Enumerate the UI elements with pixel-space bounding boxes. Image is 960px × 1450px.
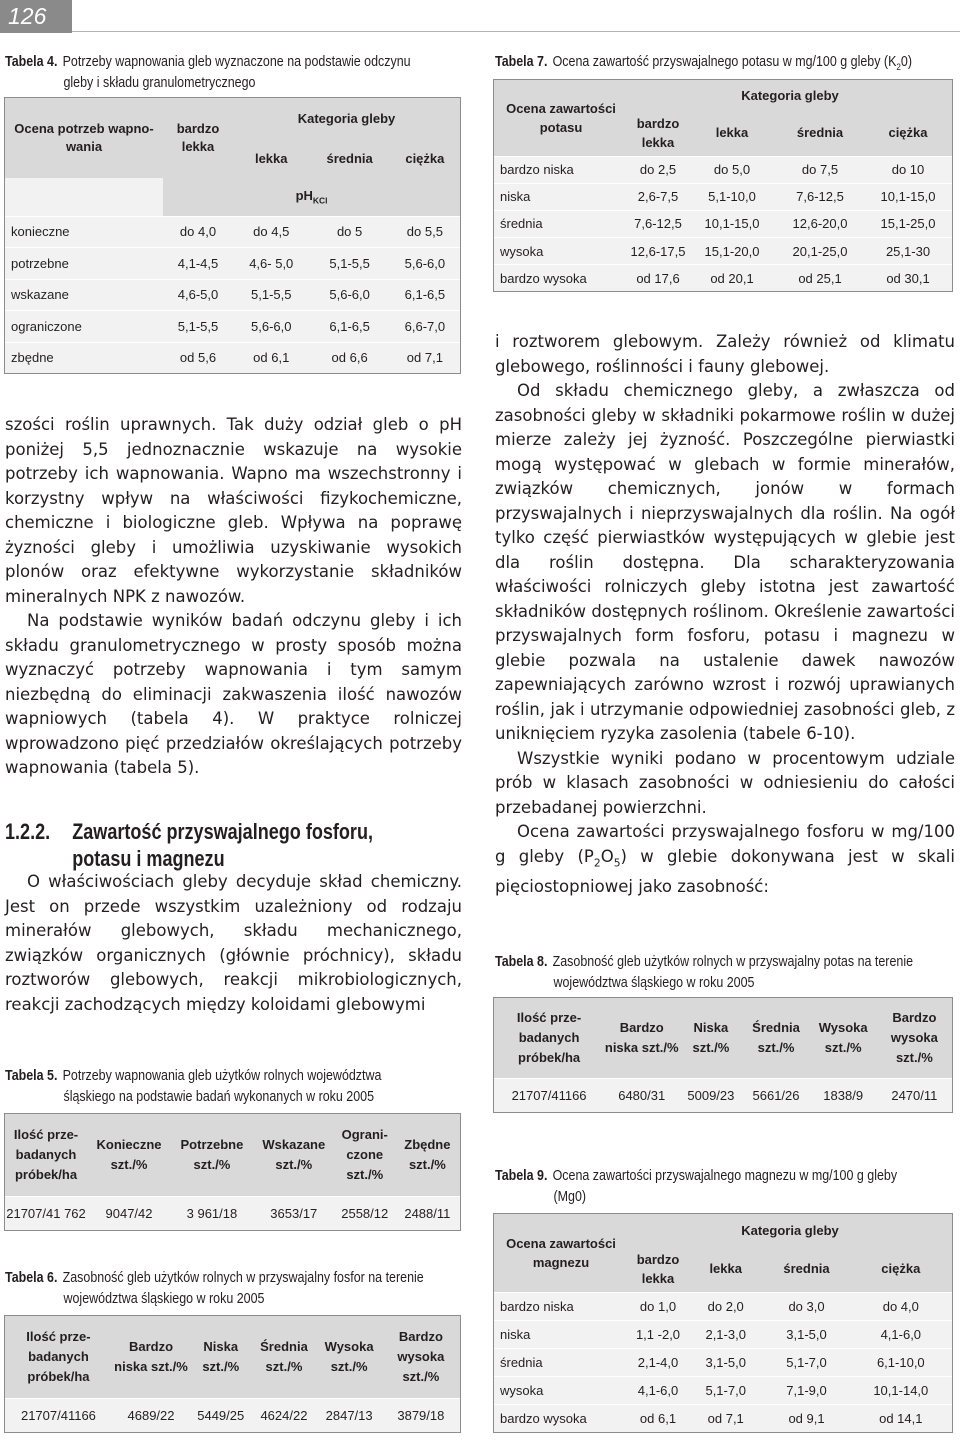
table4-col-srednia: średnia: [310, 138, 390, 178]
table7-col-lekka: lekka: [688, 110, 776, 156]
table7-col-srednia: średnia: [776, 110, 864, 156]
table4-category-header: Kategoria gleby: [233, 98, 460, 138]
table-row: wysoka 4,1-6,0 5,1-7,0 7,1-9,0 10,1-14,0: [494, 1377, 952, 1405]
table7: [493, 79, 953, 292]
table9-category-header: Kategoria gleby: [628, 1214, 952, 1246]
table8: [493, 997, 953, 1113]
table7-col-bardzo-lekka: bardzo lekka: [628, 110, 688, 156]
table5-col-wskazane: Wskazane szt./%: [253, 1114, 335, 1196]
table7-col-ciezka: ciężka: [864, 110, 952, 156]
table4-label: Tabela 4.: [5, 54, 58, 70]
table5-col-count: Ilość prze-badanych próbek/ha: [5, 1114, 87, 1196]
paragraph: szości roślin uprawnych. Tak duży odział gleb o pH poniżej 5,5 jednoznacznie wskazuje na wysokie potrzeby ich wapnowania. Wapno ma wszechstronny i korzystny wpływ na właściwości fizykochemiczne, chemiczne i biologiczne gleb. Wpływa na poprawę żyzności gleby i umożliwia uzyskiwanie wysokich plonów oraz efektywne wykorzystanie składników mineralnych NPK z nawozów.: [5, 415, 462, 606]
table8-title-line1: Zasobność gleb użytków rolnych w przyswajalny potas na terenie: [552, 954, 914, 970]
table8-title-line2: województwa śląskiego w roku 2005: [553, 975, 755, 991]
table-row: zbędne od 5,6 od 6,1 od 6,6 od 7,1: [5, 342, 460, 373]
table6-col-niska: Niska szt./%: [190, 1316, 251, 1398]
table7-category-header: Kategoria gleby: [628, 80, 952, 110]
section-heading: [5, 818, 373, 872]
table6-label: Tabela 6.: [5, 1270, 58, 1286]
table-row: wskazane 4,6-5,0 5,1-5,5 5,6-6,0 6,1-6,5: [5, 279, 460, 311]
table-row: bardzo wysoka od 6,1 od 7,1 od 9,1 od 14,1: [494, 1405, 952, 1432]
table5-title-line2: śląskiego na podstawie badań wykonanych w roku 2005: [63, 1089, 375, 1105]
table5-title-line1: Potrzeby wapnowania gleb użytków rolnych województwa: [62, 1068, 382, 1084]
table-row: bardzo niska do 1,0 do 2,0 do 3,0 do 4,0: [494, 1292, 952, 1320]
table9-col-srednia: średnia: [763, 1246, 849, 1292]
table-row: niska 1,1 -2,0 2,1-3,0 3,1-5,0 4,1-6,0: [494, 1320, 952, 1348]
table4: [4, 97, 461, 374]
table8-col-niska: Niska szt./%: [679, 998, 742, 1078]
table-row: ograniczone 5,1-5,5 5,6-6,0 6,1-6,5 6,6-7,0: [5, 311, 460, 343]
table4-col-bardzo-lekka: bardzo lekka: [163, 98, 233, 178]
table4-col-ciezka: ciężka: [390, 138, 460, 178]
table6-title-line1: Zasobność gleb użytków rolnych w przyswajalny fosfor na terenie: [62, 1270, 424, 1286]
table4-title-line1: Potrzeby wapnowania gleb wyznaczone na podstawie odczynu: [62, 54, 411, 70]
table7-title: Ocena zawartość przyswajalnego potasu w mg/100 g gleby $(K_20)$: [552, 54, 913, 72]
table-row: 21707/41166 6480/31 5009/23 5661/26 1838/9 2470/11: [494, 1078, 952, 1112]
table-row: niska 2,6-7,5 5,1-10,0 7,6-12,5 10,1-15,0: [494, 183, 952, 210]
paragraph: Wszystkie wyniki podano w procentowym udziale prób w klasach zasobności w odniesieniu do całości przebadanej powierzchni.: [495, 748, 955, 817]
table6-col-bardzo-wysoka: Bardzo wysoka szt./%: [382, 1316, 460, 1398]
paragraph: O właściwościach gleby decyduje skład chemiczny. Jest on przede wszystkim uzależniony od rodzaju minerałów glebowych, składu mechanicznego, związków organicznych (głównie próchnicy), składu roztworów glebowych, reakcji mikrobiologicznych, reakcji zachodzących między koloidami glebowymi: [5, 872, 462, 1014]
table9-title-line1: Ocena zawartości przyswajalnego magnezu w mg/100 g gleby: [552, 1168, 898, 1184]
section-title-line2: potasu i magnezu: [72, 846, 225, 871]
table8-label: Tabela 8.: [495, 954, 548, 970]
section-title-line1: Zawartość przyswajalnego fosforu,: [72, 819, 373, 844]
table4-title-line2: gleby i składu granulometrycznego: [63, 75, 256, 91]
table6-col-count: Ilość prze-badanych próbek/ha: [5, 1316, 112, 1398]
header-rule: [72, 31, 960, 32]
table8-caption: [495, 952, 913, 994]
left-body-text-2: [5, 870, 462, 1017]
table-row: 21707/41 762 9047/42 3 961/18 3653/17 2558/12 2488/11: [5, 1196, 460, 1230]
table8-col-srednia: Średnia szt./%: [742, 998, 809, 1078]
table4-ph-header: $pH_{KCl}$: [163, 178, 460, 216]
table9-title-line2: (Mg0): [553, 1189, 587, 1205]
table-row: potrzebne 4,1-4,5 4,6- 5,0 5,1-5,5 5,6-6,0: [5, 248, 460, 280]
table8-col-wysoka: Wysoka szt./%: [810, 998, 877, 1078]
table7-rowhead: Ocena zawartości potasu: [494, 80, 628, 156]
paragraph: Na podstawie wyników badań odczynu gleby i ich składu granulometrycznego w prosty sposób można wyznaczyć potrzeby wapnowania i tym samym niezbędną do eliminacji zakwaszenia ilość nawozów wapniowych (tabela 4). W praktyce rolniczej wprowadzono pięć przedziałów określających potrzeby wapnowania (tabela 5).: [5, 611, 462, 777]
table4-rowhead: Ocena potrzeb wapno-wania: [5, 98, 163, 178]
table6-col-bardzo-niska: Bardzo niska szt./%: [112, 1316, 190, 1398]
table-row: 21707/41166 4689/22 5449/25 4624/22 2847/13 3879/18: [5, 1398, 460, 1432]
table5-col-potrzebne: Potrzebne szt./%: [171, 1114, 253, 1196]
table9-col-ciezka: ciężka: [850, 1246, 952, 1292]
paragraph: Ocena zawartości przyswajalnego fosforu w mg/100 g gleby $(P_2O_5)$ w glebie dokonywana jest w skali pięciostopniowej jako zasobność:: [495, 822, 955, 897]
table5-label: Tabela 5.: [5, 1068, 58, 1084]
table9: [493, 1213, 953, 1433]
table6-caption: [5, 1268, 424, 1310]
table4-col-lekka: lekka: [233, 138, 310, 178]
table-row: średnia 7,6-12,5 10,1-15,0 12,6-20,0 15,1-25,0: [494, 210, 952, 237]
table5-col-konieczne: Konieczne szt./%: [87, 1114, 171, 1196]
table-row: konieczne do 4,0 do 4,5 do 5 do 5,5: [5, 216, 460, 248]
table-row: wysoka 12,6-17,5 15,1-20,0 20,1-25,0 25,1-30: [494, 237, 952, 264]
table4-caption: [5, 52, 411, 94]
paragraph: Od składu chemicznego gleby, a zwłaszcza od zasobności gleby w składniki pokarmowe roślin w dużej mierze zależy jej żyzność. Poszczególne pierwiastki mogą występować w glebach w formie minerałów, związków chemicznych, jonów w formach przyswajalnych i nieprzyswajalnych dla roślin. Na ogół tylko część pierwiastków występujących w glebie jest dla roślin dostępna. Dla scharakteryzowania właściwości rolniczych gleby istotna jest zawartość składników dostępnych roślinom. Określenie zawartości przyswajalnych form fosforu, potasu i magnezu w glebie pozwala na ustalenie dawek nawozów zapewniających zarówno wzrost i rozwój uprawianych roślin, jak i utrzymanie odpowiedniej zasobności gleb, z uniknięciem ryzyka zasolenia (tabele 6-10).: [495, 381, 955, 743]
table-row: bardzo wysoka od 17,6 od 20,1 od 25,1 od 30,1: [494, 265, 952, 291]
paragraph: i roztworem glebowym. Zależy również od klimatu glebowego, roślinności i fauny glebowej.: [495, 332, 955, 376]
table8-col-count: Ilość prze-badanych próbek/ha: [494, 998, 604, 1078]
table5-col-ograniczone: Ograni-czone szt./%: [335, 1114, 395, 1196]
section-number: 1.2.2.: [5, 819, 51, 844]
table9-label: Tabela 9.: [495, 1168, 548, 1184]
page-number: 126: [0, 0, 72, 33]
table5: [4, 1113, 461, 1231]
table7-caption: [495, 52, 912, 77]
table6: [4, 1315, 461, 1433]
table5-caption: [5, 1066, 381, 1108]
table9-col-bardzo-lekka: bardzo lekka: [628, 1246, 688, 1292]
left-body-text-1: [5, 413, 462, 781]
table6-col-srednia: Średnia szt./%: [251, 1316, 316, 1398]
table7-label: Tabela 7.: [495, 54, 548, 70]
table9-rowhead: Ocena zawartości magnezu: [494, 1214, 628, 1292]
table5-col-zbedne: Zbędne szt./%: [395, 1114, 460, 1196]
table9-col-lekka: lekka: [688, 1246, 763, 1292]
table9-caption: [495, 1166, 897, 1208]
table-row: bardzo niska do 2,5 do 5,0 do 7,5 do 10: [494, 156, 952, 183]
table8-col-bardzo-niska: Bardzo niska szt./%: [604, 998, 679, 1078]
table8-col-bardzo-wysoka: Bardzo wysoka szt./%: [877, 998, 952, 1078]
table6-col-wysoka: Wysoka szt./%: [317, 1316, 382, 1398]
right-body-text: [495, 330, 955, 900]
table6-title-line2: województwa śląskiego w roku 2005: [63, 1291, 265, 1307]
table-row: średnia 2,1-4,0 3,1-5,0 5,1-7,0 6,1-10,0: [494, 1348, 952, 1376]
